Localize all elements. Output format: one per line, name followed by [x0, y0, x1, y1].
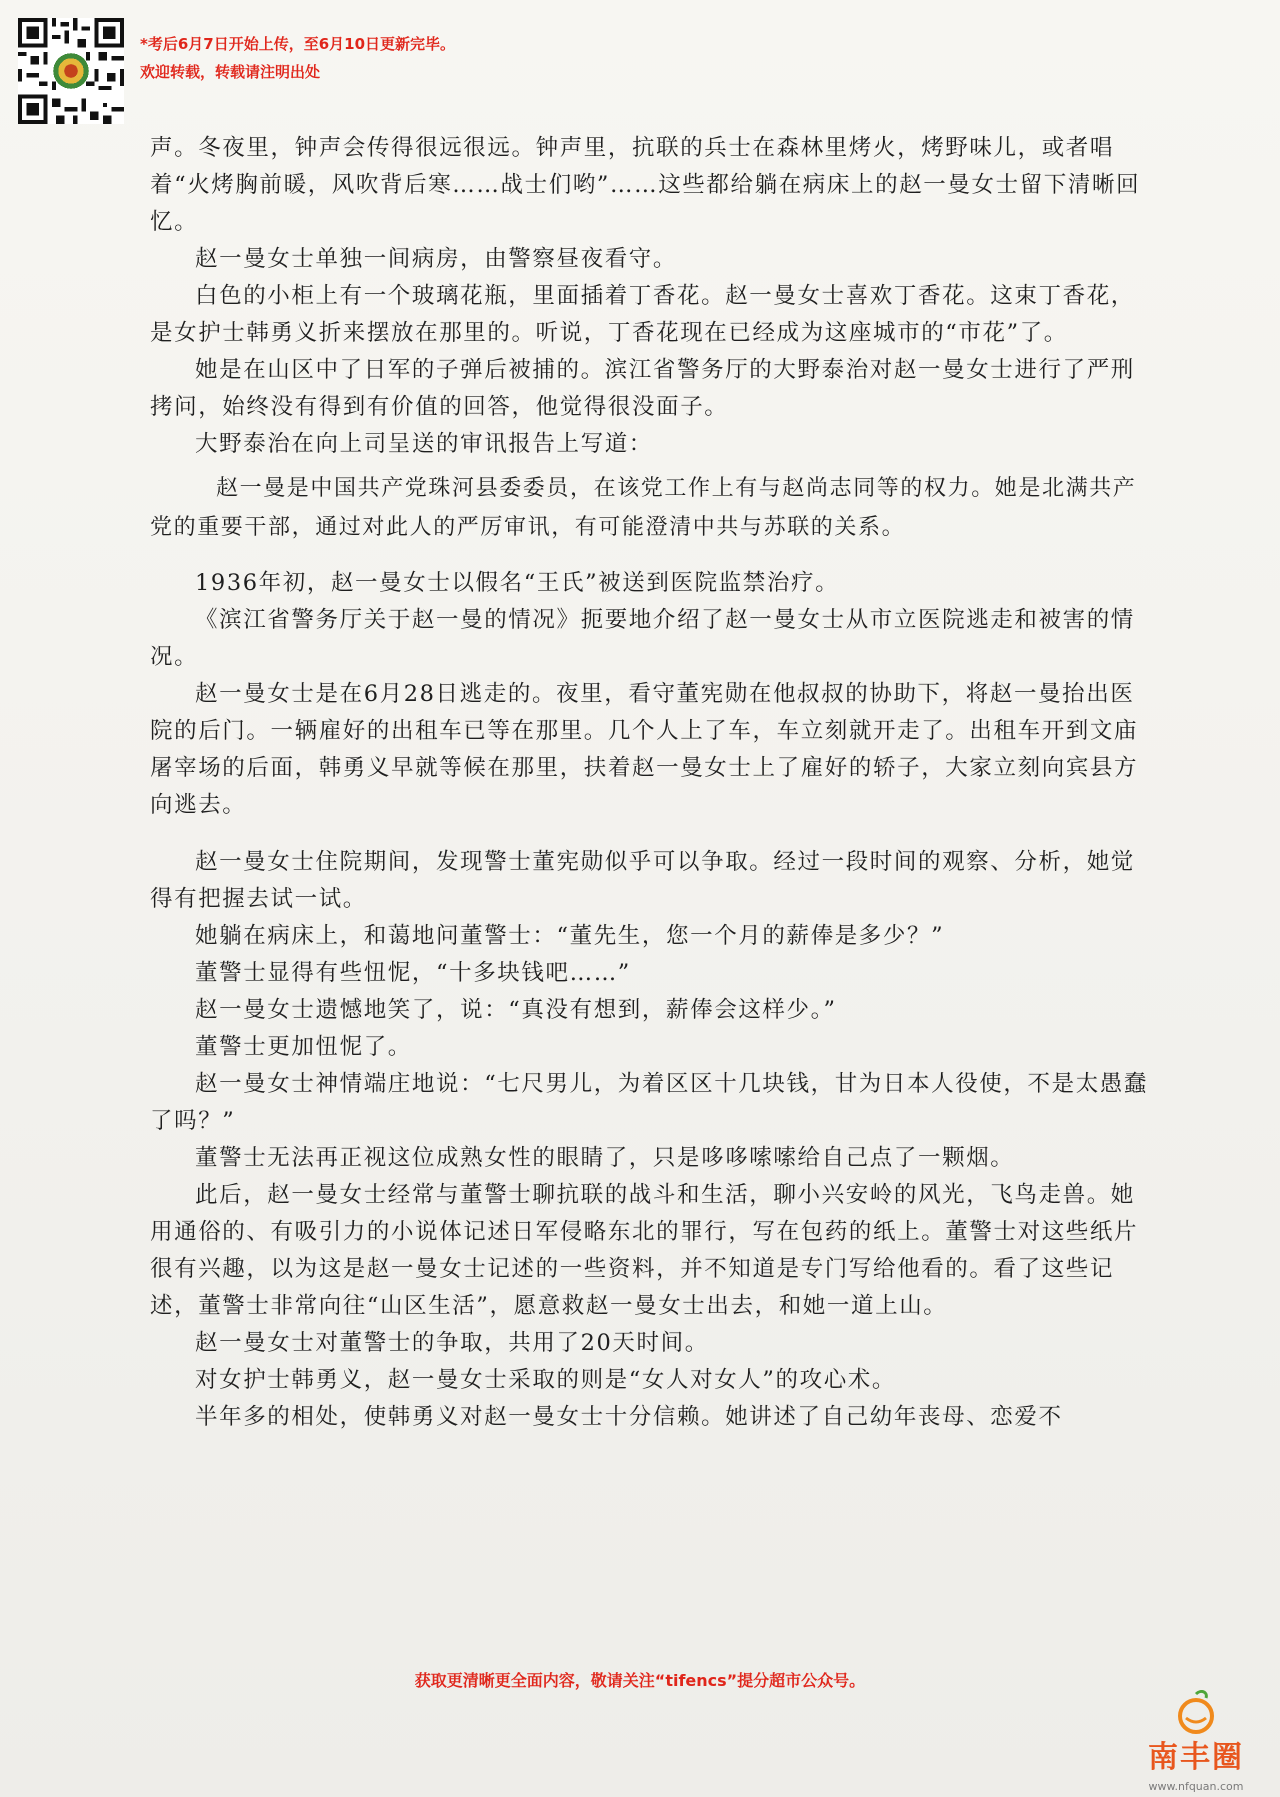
paragraph: 她躺在病床上，和蔼地问董警士：“董先生，您一个月的薪俸是多少？”	[195, 923, 945, 949]
paragraph: 《滨江省警务厅关于赵一曼的情况》扼要地介绍了赵一曼女士从市立医院逃走和被害的情况。	[150, 607, 1135, 670]
paragraph: 赵一曼女士住院期间，发现警士董宪勋似乎可以争取。经过一段时间的观察、分析，她觉得有把握去试一试。	[150, 849, 1135, 912]
upload-notice	[140, 30, 455, 86]
brand-watermark	[1126, 1690, 1266, 1793]
article-body	[150, 130, 1150, 1436]
paragraph: 董警士显得有些忸怩，“十多块钱吧……”	[195, 960, 631, 986]
paragraph: 赵一曼女士单独一间病房，由警察昼夜看守。	[195, 246, 678, 272]
paragraph: 1936年初，赵一曼女士以假名“王氏”被送到医院监禁治疗。	[195, 570, 840, 596]
brand-name: 南丰圈	[1148, 1740, 1244, 1775]
promo-footer: 获取更清晰更全面内容，敬请关注“tifencs”提分超市公众号。	[414, 1671, 866, 1690]
paragraph: 她是在山区中了日军的子弹后被捕的。滨江省警务厅的大野泰治对赵一曼女士进行了严刑拷问，始终没有得到有价值的回答，他觉得很没面子。	[150, 357, 1135, 420]
paragraph: 赵一曼女士神情端庄地说：“七尺男儿，为着区区十几块钱，甘为日本人役使，不是太愚蠢了吗？”	[150, 1071, 1149, 1134]
paragraph: 赵一曼女士遗憾地笑了，说：“真没有想到，薪俸会这样少。”	[195, 997, 837, 1023]
paragraph: 此后，赵一曼女士经常与董警士聊抗联的战斗和生活，聊小兴安岭的风光，飞鸟走兽。她用通俗的、有吸引力的小说体记述日军侵略东北的罪行，写在包药的纸上。董警士对这些纸片很有兴趣，以为这是赵一曼女士记述的一些资料，并不知道是专门写给他看的。看了这些记述，董警士非常向往“山区生活”，愿意救赵一曼女士出去，和她一道上山。	[150, 1182, 1139, 1319]
paragraph: 董警士无法再正视这位成熟女性的眼睛了，只是哆哆嗦嗦给自己点了一颗烟。	[195, 1145, 1015, 1171]
paragraph: 声。冬夜里，钟声会传得很远很远。钟声里，抗联的兵士在森林里烤火，烤野味儿，或者唱着“火烤胸前暖，风吹背后寒……战士们哟”……这些都给躺在病床上的赵一曼女士留下清晰回忆。	[150, 135, 1141, 235]
paragraph: 赵一曼女士是在6月28日逃走的。夜里，看守董宪勋在他叔叔的协助下，将赵一曼抬出医院的后门。一辆雇好的出租车已等在那里。几个人上了车，车立刻就开走了。出租车开到文庙屠宰场的后面，韩勇义早就等候在那里，扶着赵一曼女士上了雇好的轿子，大家立刻向宾县方向逃去。	[150, 681, 1139, 818]
paragraph: 对女护士韩勇义，赵一曼女士采取的则是“女人对女人”的攻心术。	[195, 1367, 897, 1393]
qr-code-icon	[18, 18, 124, 124]
notice-line-reprint: 欢迎转载，转载请注明出处	[140, 63, 321, 81]
paragraph: 赵一曼女士对董警士的争取，共用了20天时间。	[195, 1330, 709, 1356]
paragraph: 半年多的相处，使韩勇义对赵一曼女士十分信赖。她讲述了自己幼年丧母、恋爱不	[195, 1404, 1063, 1430]
report-quote: 赵一曼是中国共产党珠河县委委员，在该党工作上有与赵尚志同等的权力。她是北满共产党的重要干部，通过对此人的严厉审讯，有可能澄清中共与苏联的关系。	[150, 476, 1137, 540]
orange-logo-icon	[1176, 1690, 1216, 1734]
notice-line-schedule: *考后6月7日开始上传，至6月10日更新完毕。	[140, 35, 456, 53]
paragraph: 大野泰治在向上司呈送的审讯报告上写道：	[195, 431, 653, 457]
paragraph: 董警士更加忸怩了。	[195, 1034, 412, 1060]
brand-url: www.nfquan.com	[1148, 1780, 1244, 1793]
paragraph: 白色的小柜上有一个玻璃花瓶，里面插着丁香花。赵一曼女士喜欢丁香花。这束丁香花，是女护士韩勇义折来摆放在那里的。听说，丁香花现在已经成为这座城市的“市花”了。	[150, 283, 1135, 346]
